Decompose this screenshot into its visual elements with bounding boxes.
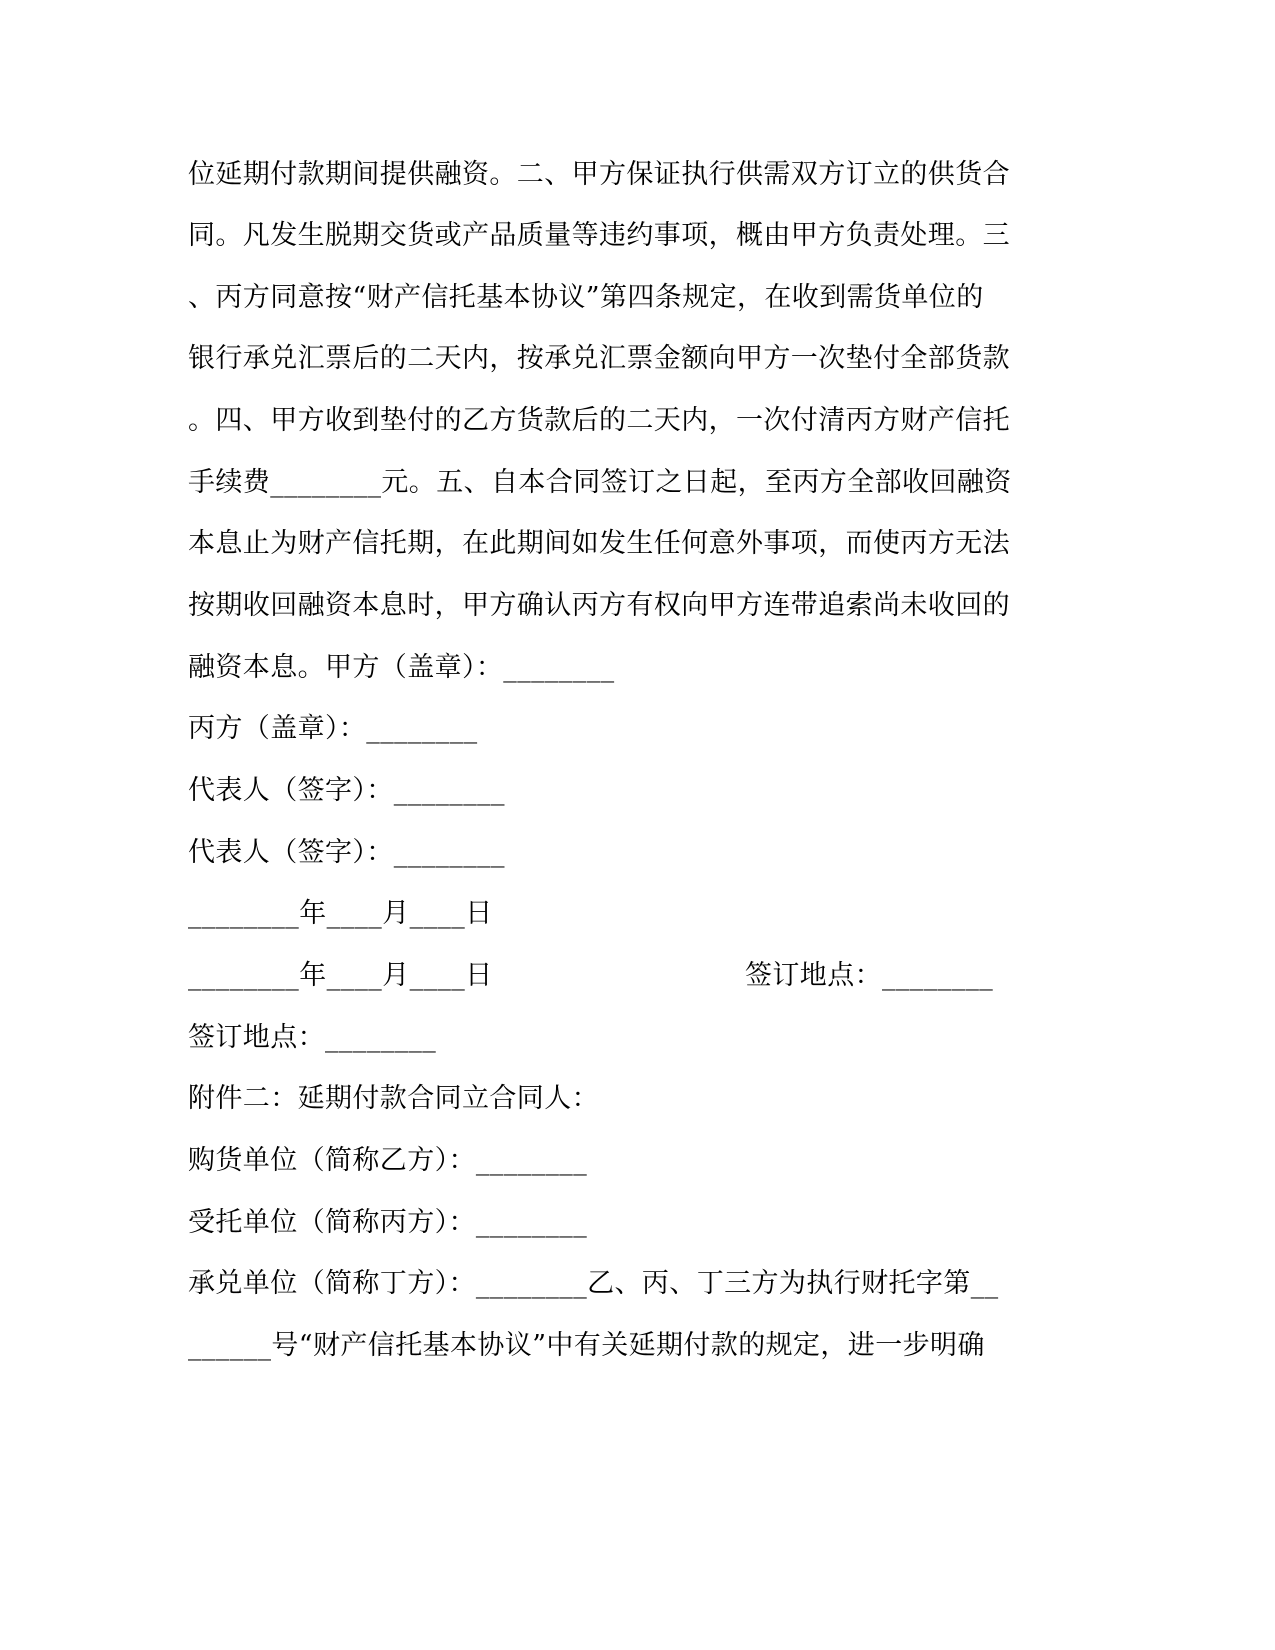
acceptor-line: 承兑单位（简称丁方）：________乙、丙、丁三方为执行财托字第__ — [188, 1268, 999, 1299]
appendix-heading: 附件二：延期付款合同立合同人： — [188, 1083, 599, 1114]
body-line-5: 。四、甲方收到垫付的乙方货款后的二天内，一次付清丙方财产信托 — [188, 405, 1010, 436]
signing-place-right: 签订地点：________ — [745, 960, 994, 991]
buyer-line: 购货单位（简称乙方）：________ — [188, 1145, 588, 1176]
trustee-line: 受托单位（简称丙方）：________ — [188, 1207, 588, 1238]
body-line-1: 位延期付款期间提供融资。二、甲方保证执行供需双方订立的供货合 — [188, 159, 1010, 190]
date-line-1: ________年____月____日 — [188, 898, 493, 929]
representative-signature-line-2: 代表人（签字）：________ — [188, 837, 505, 868]
signing-place-line: 签订地点：________ — [188, 1022, 437, 1053]
party-a-seal-line: 融资本息。甲方（盖章）：________ — [188, 652, 615, 683]
body-line-3: 、丙方同意按“财产信托基本协议”第四条规定，在收到需货单位的 — [188, 282, 984, 313]
body-line-8: 按期收回融资本息时，甲方确认丙方有权向甲方连带追索尚未收回的 — [188, 590, 1010, 621]
body-line-last: ______号“财产信托基本协议”中有关延期付款的规定，进一步明确 — [188, 1330, 985, 1361]
body-line-4: 银行承兑汇票后的二天内，按承兑汇票金额向甲方一次垫付全部货款 — [188, 343, 1010, 374]
party-c-seal-line: 丙方（盖章）：________ — [188, 713, 478, 744]
date-line-2: ________年____月____日 — [188, 960, 493, 991]
body-line-6: 手续费________元。五、自本合同签订之日起，至丙方全部收回融资 — [188, 467, 1012, 498]
representative-signature-line-1: 代表人（签字）：________ — [188, 775, 505, 806]
body-line-2: 同。凡发生脱期交货或产品质量等违约事项，概由甲方负责处理。三 — [188, 220, 1010, 251]
body-line-7: 本息止为财产信托期，在此期间如发生任何意外事项，而使丙方无法 — [188, 528, 1010, 559]
